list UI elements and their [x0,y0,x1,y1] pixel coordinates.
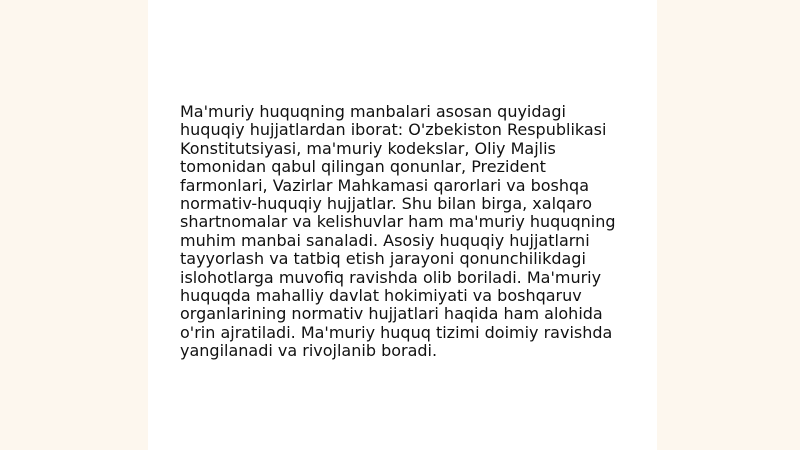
body-paragraph: Ma'muriy huquqning manbalari asosan quyidagi huquqiy hujjatlardan iborat: O'zbekiston Respublikasi Konstitutsiyasi, ma'muriy kodekslar, Oliy Majlis tomonidan qabul qilingan qonunlar, Prezident farmonlari, Vazirlar Mahkamasi qarorlari va boshqa normativ-huquqiy hujjatlar. Shu bilan birga, xalqaro shartnomalar va kelishuvlar ham ma'muriy huquqning muhim manbai sanaladi. Asosiy huquqiy hujjatlarni tayyorlash va tatbiq etish jarayoni qonunchilikdagi islohotlarga muvofiq ravishda olib boriladi. Ma'muriy huquqda mahalliy davlat hokimiyati va boshqaruv organlarining normativ hujjatlari haqida ham alohida o'rin ajratiladi. Ma'muriy huquq tizimi doimiy ravishda yangilanadi va rivojlanib boradi. [180,102,616,361]
document-page [148,0,657,450]
